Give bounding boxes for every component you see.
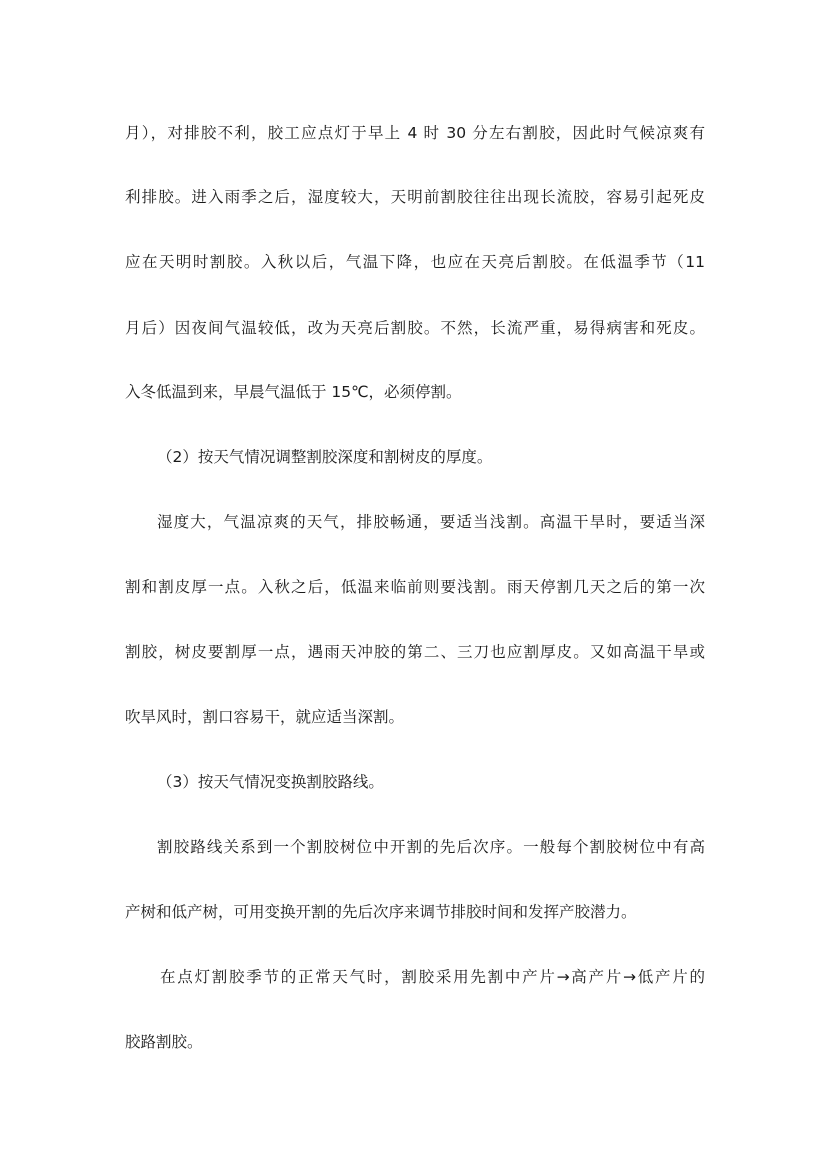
text-line: 利排胶。进入雨季之后，湿度较大，天明前割胶往往出现长流胶，容易引起死皮 <box>125 188 705 206</box>
text-line: 胶路割胶。 <box>125 1033 203 1051</box>
section-heading: （3）按天气情况变换割胶路线。 <box>157 773 384 791</box>
text-line: 月后）因夜间气温较低，改为天亮后割胶。不然，长流严重，易得病害和死皮。 <box>125 319 705 337</box>
text-line: 产树和低产树，可用变换开割的先后次序来调节排胶时间和发挥产胶潜力。 <box>125 903 637 921</box>
text-line: 割胶，树皮要割厚一点，遇雨天冲胶的第二、三刀也应割厚皮。又如高温干旱或 <box>125 643 705 661</box>
text-line: 应在天明时割胶。入秋以后，气温下降，也应在天亮后割胶。在低温季节（11 <box>125 253 705 271</box>
text-line: 割和割皮厚一点。入秋之后，低温来临前则要浅割。雨天停割几天之后的第一次 <box>125 578 705 596</box>
text-line: 在点灯割胶季节的正常天气时，割胶采用先割中产片→高产片→低产片的 <box>160 968 705 986</box>
text-line: 入冬低温到来，早晨气温低于 15℃，必须停割。 <box>125 383 462 401</box>
text-line: 割胶路线关系到一个割胶树位中开割的先后次序。一般每个割胶树位中有高 <box>157 838 705 856</box>
text-line: 湿度大，气温凉爽的天气，排胶畅通，要适当浅割。高温干旱时，要适当深 <box>157 513 705 531</box>
section-heading: （2）按天气情况调整割胶深度和割树皮的厚度。 <box>157 448 493 466</box>
text-line: 吹旱风时，割口容易干，就应适当深割。 <box>125 708 405 726</box>
text-line: 月），对排胶不利，胶工应点灯于早上 4 时 30 分左右割胶，因此时气候凉爽有 <box>125 124 705 142</box>
